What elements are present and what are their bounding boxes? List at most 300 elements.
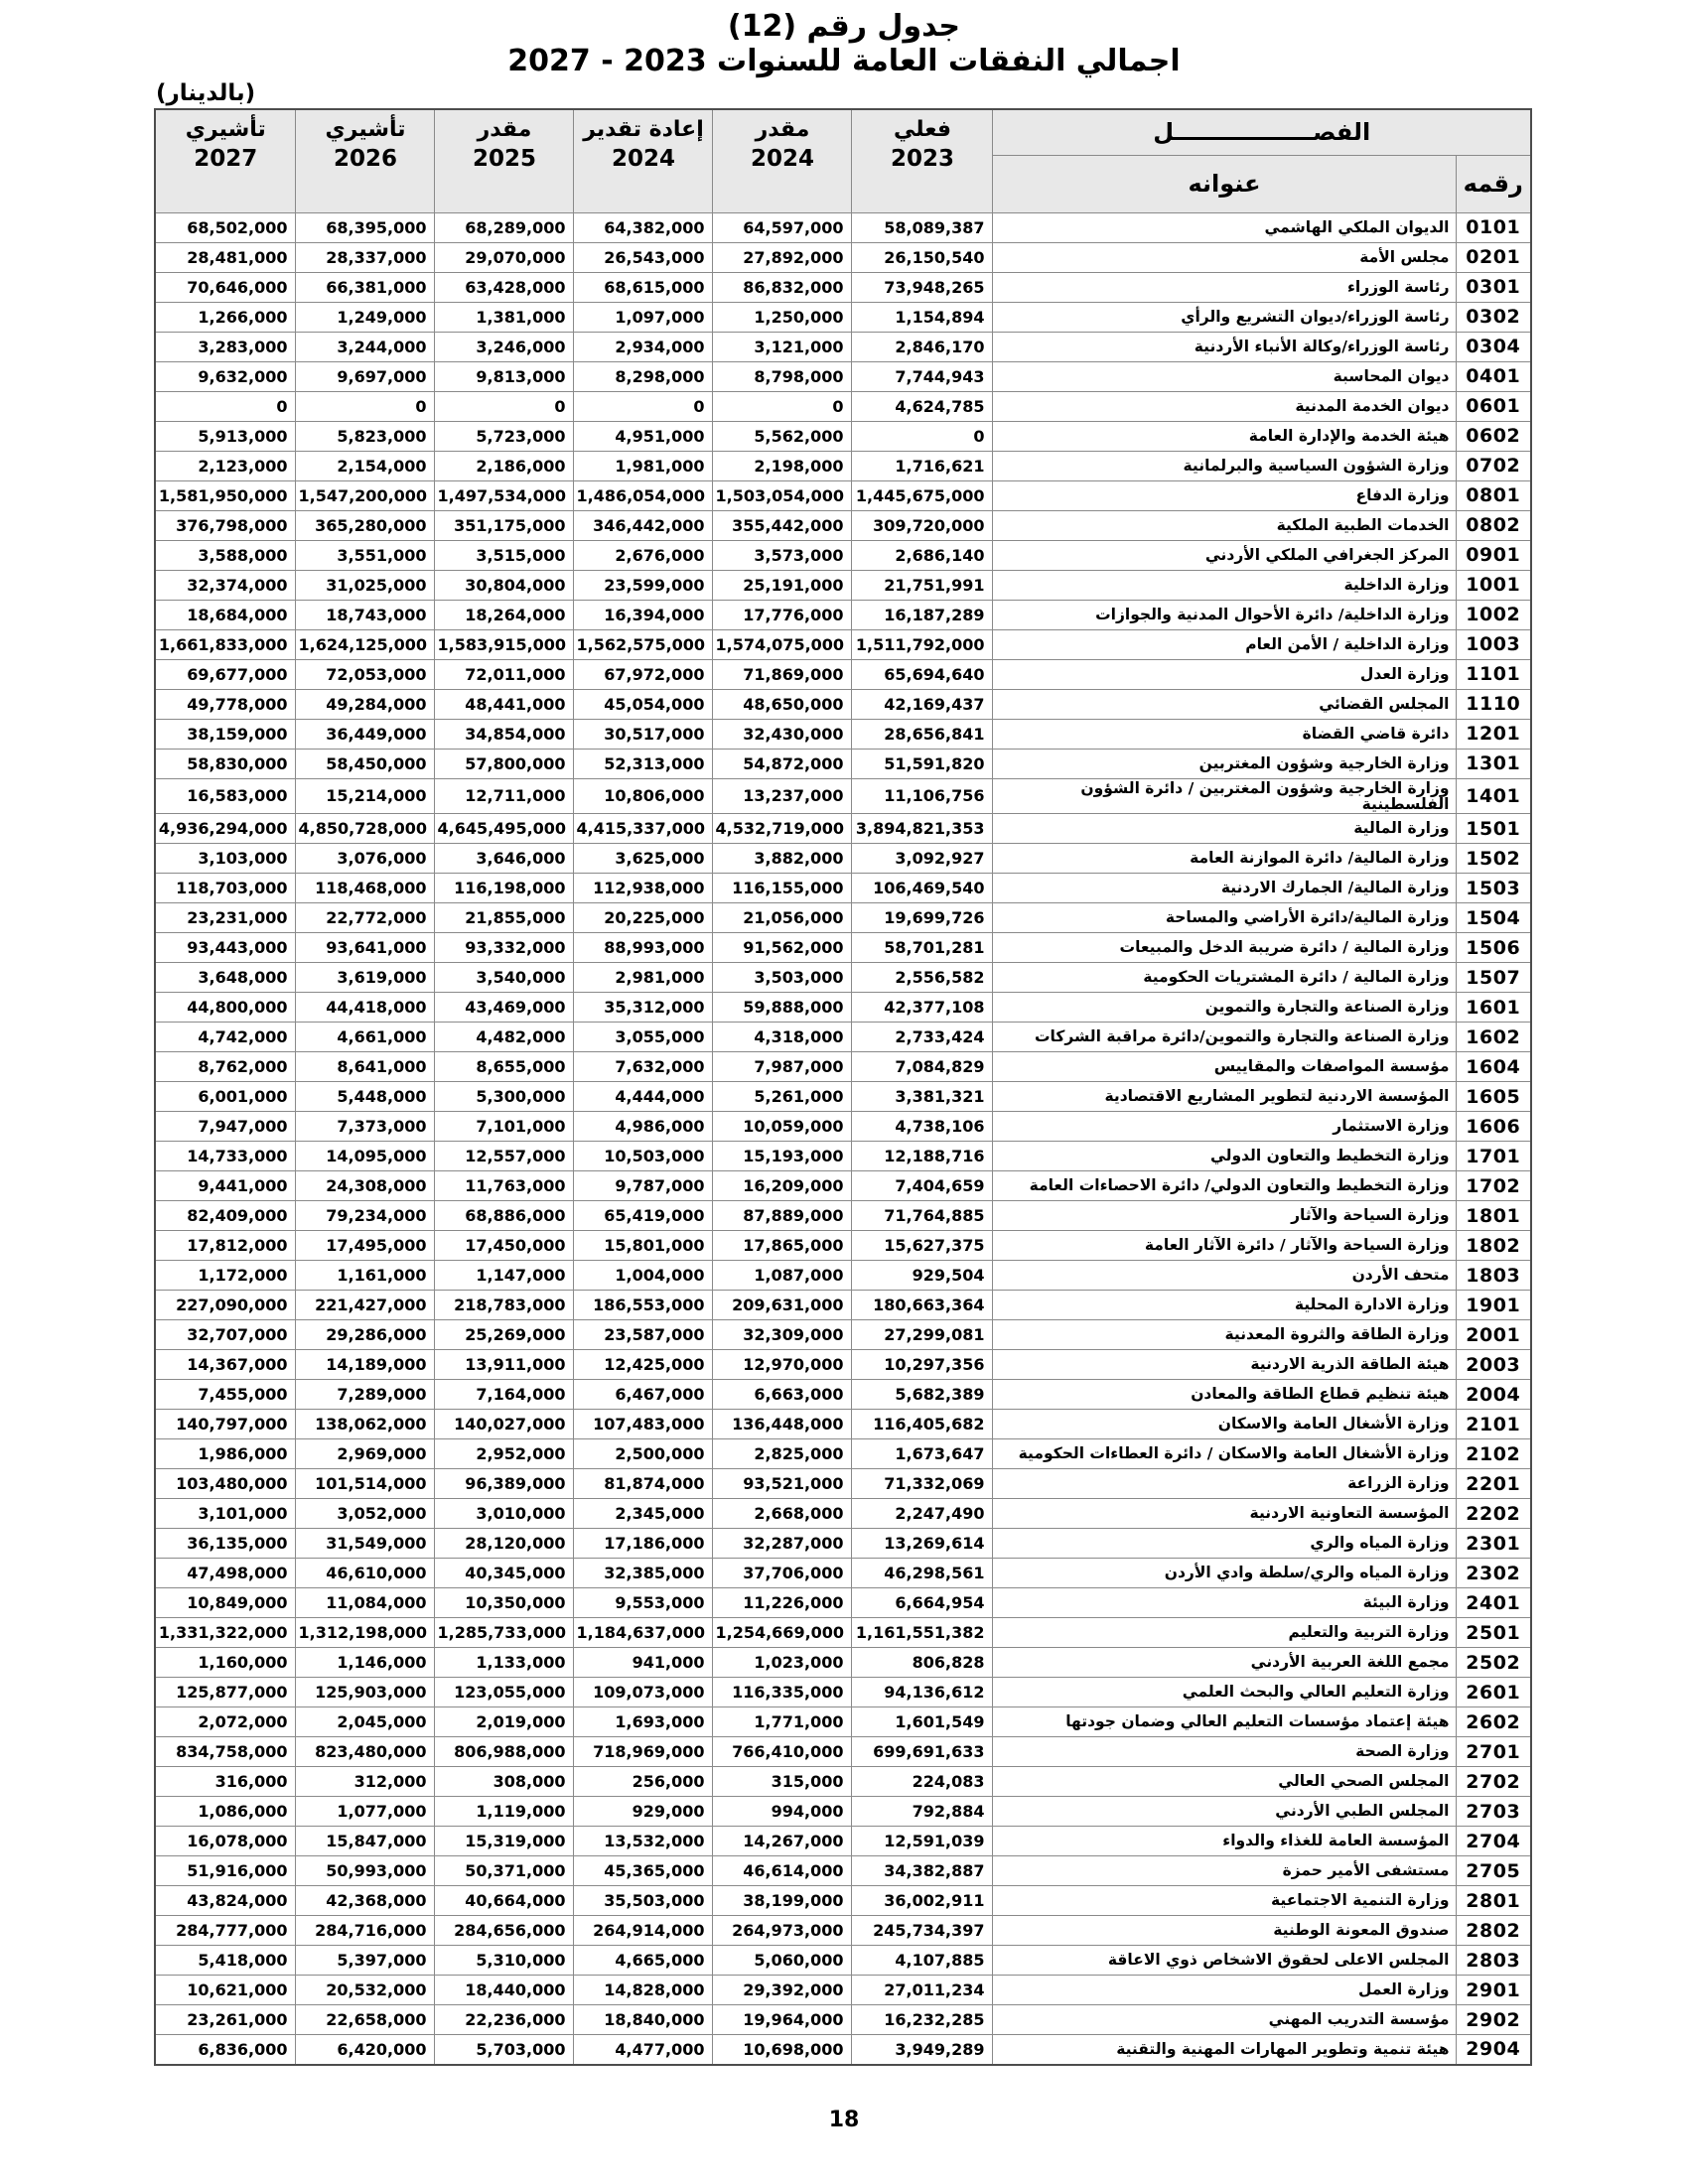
cell-value: 116,198,000 [435, 874, 574, 903]
table-row [155, 480, 1531, 510]
column-header-2026-4 [296, 109, 435, 212]
cell-value: 315,000 [713, 1767, 852, 1797]
cell-value: 3,244,000 [296, 332, 435, 361]
cell-value: 12,711,000 [435, 778, 574, 814]
cell-value: 17,495,000 [296, 1231, 435, 1261]
cell-chapter-code: 0201 [1456, 242, 1531, 272]
table-header [155, 109, 1531, 212]
cell-chapter-title: وزارة الاستثمار [993, 1112, 1456, 1142]
table-row [155, 1767, 1531, 1797]
cell-value: 4,986,000 [574, 1112, 713, 1142]
table-row [155, 659, 1531, 689]
cell-value: 264,973,000 [713, 1916, 852, 1946]
table-row [155, 1112, 1531, 1142]
cell-value: 3,588,000 [155, 540, 296, 570]
table-row [155, 844, 1531, 874]
budget-table [154, 108, 1532, 2066]
cell-value: 8,762,000 [155, 1052, 296, 1082]
cell-chapter-title: وزارة التعليم العالي والبحث العلمي [993, 1678, 1456, 1707]
cell-chapter-title: المركز الجغرافي الملكي الأردني [993, 540, 1456, 570]
cell-chapter-title: وزارة المالية / دائرة المشتريات الحكومية [993, 963, 1456, 993]
cell-value: 1,583,915,000 [435, 629, 574, 659]
cell-value: 2,500,000 [574, 1439, 713, 1469]
cell-value: 21,855,000 [435, 903, 574, 933]
cell-value: 3,010,000 [435, 1499, 574, 1529]
cell-value: 7,947,000 [155, 1112, 296, 1142]
table-row [155, 1946, 1531, 1976]
cell-value: 51,591,820 [852, 749, 993, 778]
cell-value: 9,813,000 [435, 361, 574, 391]
cell-value: 284,656,000 [435, 1916, 574, 1946]
cell-chapter-title: وزارة المالية/ الجمارك الاردنية [993, 874, 1456, 903]
cell-value: 3,573,000 [713, 540, 852, 570]
cell-value: 12,591,039 [852, 1827, 993, 1856]
cell-value: 49,778,000 [155, 689, 296, 719]
cell-chapter-title: وزارة الصحة [993, 1737, 1456, 1767]
cell-value: 118,468,000 [296, 874, 435, 903]
cell-chapter-title: مؤسسة التدريب المهني [993, 2005, 1456, 2035]
cell-value: 4,482,000 [435, 1023, 574, 1052]
table-row [155, 242, 1531, 272]
cell-value: 91,562,000 [713, 933, 852, 963]
cell-value: 186,553,000 [574, 1291, 713, 1320]
cell-value: 3,540,000 [435, 963, 574, 993]
cell-value: 3,092,927 [852, 844, 993, 874]
cell-value: 1,986,000 [155, 1439, 296, 1469]
cell-chapter-title: هيئة تنمية وتطوير المهارات المهنية والتقنية [993, 2035, 1456, 2065]
cell-value: 34,854,000 [435, 719, 574, 749]
cell-chapter-title: وزارة الزراعة [993, 1469, 1456, 1499]
cell-value: 14,733,000 [155, 1142, 296, 1171]
cell-value: 14,367,000 [155, 1350, 296, 1380]
table-row [155, 1856, 1531, 1886]
cell-value: 58,701,281 [852, 933, 993, 963]
cell-chapter-title: وزارة التربية والتعليم [993, 1618, 1456, 1648]
cell-value: 5,913,000 [155, 421, 296, 451]
cell-value: 4,107,885 [852, 1946, 993, 1976]
cell-value: 23,599,000 [574, 570, 713, 600]
cell-chapter-code: 2201 [1456, 1469, 1531, 1499]
cell-value: 1,254,669,000 [713, 1618, 852, 1648]
cell-value: 67,972,000 [574, 659, 713, 689]
year-column-year: 2027 [194, 146, 258, 173]
cell-chapter-title: وزارة المالية/دائرة الأراضي والمساحة [993, 903, 1456, 933]
cell-value: 101,514,000 [296, 1469, 435, 1499]
cell-chapter-title: وزارة الخارجية وشؤون المغتربين / دائرة الشؤون الفلسطينية [993, 778, 1456, 814]
cell-value: 49,284,000 [296, 689, 435, 719]
cell-value: 699,691,633 [852, 1737, 993, 1767]
cell-value: 140,027,000 [435, 1410, 574, 1439]
cell-value: 18,684,000 [155, 600, 296, 629]
cell-value: 63,428,000 [435, 272, 574, 302]
cell-value: 18,440,000 [435, 1976, 574, 2005]
cell-value: 1,511,792,000 [852, 629, 993, 659]
cell-chapter-code: 2702 [1456, 1767, 1531, 1797]
cell-value: 1,574,075,000 [713, 629, 852, 659]
cell-value: 116,405,682 [852, 1410, 993, 1439]
cell-value: 1,312,198,000 [296, 1618, 435, 1648]
cell-value: 2,123,000 [155, 451, 296, 480]
cell-value: 9,697,000 [296, 361, 435, 391]
cell-value: 28,120,000 [435, 1529, 574, 1559]
cell-chapter-code: 2901 [1456, 1976, 1531, 2005]
cell-value: 93,521,000 [713, 1469, 852, 1499]
cell-value: 17,186,000 [574, 1529, 713, 1559]
table-row [155, 212, 1531, 242]
cell-chapter-code: 1001 [1456, 570, 1531, 600]
cell-chapter-title: وزارة الداخلية / الأمن العام [993, 629, 1456, 659]
cell-value: 37,706,000 [713, 1559, 852, 1588]
cell-chapter-code: 0302 [1456, 302, 1531, 332]
cell-value: 218,783,000 [435, 1291, 574, 1320]
cell-value: 346,442,000 [574, 510, 713, 540]
cell-value: 1,133,000 [435, 1648, 574, 1678]
cell-chapter-code: 1702 [1456, 1171, 1531, 1201]
cell-chapter-code: 1110 [1456, 689, 1531, 719]
cell-chapter-code: 2001 [1456, 1320, 1531, 1350]
cell-value: 4,742,000 [155, 1023, 296, 1052]
cell-chapter-code: 2802 [1456, 1916, 1531, 1946]
cell-value: 5,823,000 [296, 421, 435, 451]
cell-chapter-title: هيئة تنظيم قطاع الطاقة والمعادن [993, 1380, 1456, 1410]
cell-value: 31,549,000 [296, 1529, 435, 1559]
table-row [155, 1916, 1531, 1946]
cell-value: 32,430,000 [713, 719, 852, 749]
table-row [155, 1797, 1531, 1827]
cell-chapter-code: 1504 [1456, 903, 1531, 933]
cell-value: 8,298,000 [574, 361, 713, 391]
cell-value: 72,053,000 [296, 659, 435, 689]
cell-value: 31,025,000 [296, 570, 435, 600]
year-column-label: تأشيري [185, 117, 266, 142]
cell-value: 2,045,000 [296, 1707, 435, 1737]
cell-value: 94,136,612 [852, 1678, 993, 1707]
cell-value: 14,267,000 [713, 1827, 852, 1856]
cell-chapter-title: وزارة الأشغال العامة والاسكان [993, 1410, 1456, 1439]
cell-value: 3,894,821,353 [852, 814, 993, 844]
cell-value: 4,936,294,000 [155, 814, 296, 844]
cell-value: 6,836,000 [155, 2035, 296, 2065]
cell-value: 125,903,000 [296, 1678, 435, 1707]
cell-value: 316,000 [155, 1767, 296, 1797]
cell-value: 18,840,000 [574, 2005, 713, 2035]
cell-value: 1,661,833,000 [155, 629, 296, 659]
cell-value: 32,707,000 [155, 1320, 296, 1350]
cell-value: 2,733,424 [852, 1023, 993, 1052]
cell-value: 4,661,000 [296, 1023, 435, 1052]
cell-value: 20,532,000 [296, 1976, 435, 2005]
cell-value: 929,504 [852, 1261, 993, 1291]
cell-chapter-code: 2705 [1456, 1856, 1531, 1886]
cell-value: 312,000 [296, 1767, 435, 1797]
cell-chapter-code: 2202 [1456, 1499, 1531, 1529]
cell-chapter-code: 2401 [1456, 1588, 1531, 1618]
cell-value: 15,214,000 [296, 778, 435, 814]
cell-value: 32,374,000 [155, 570, 296, 600]
cell-value: 71,332,069 [852, 1469, 993, 1499]
cell-value: 8,655,000 [435, 1052, 574, 1082]
cell-value: 93,443,000 [155, 933, 296, 963]
table-body [155, 212, 1531, 2065]
cell-value: 52,313,000 [574, 749, 713, 778]
cell-value: 48,441,000 [435, 689, 574, 719]
cell-value: 44,800,000 [155, 993, 296, 1023]
cell-value: 2,154,000 [296, 451, 435, 480]
cell-value: 3,381,321 [852, 1082, 993, 1112]
cell-value: 3,515,000 [435, 540, 574, 570]
table-row [155, 600, 1531, 629]
cell-value: 9,787,000 [574, 1171, 713, 1201]
cell-value: 123,055,000 [435, 1678, 574, 1707]
table-row [155, 2005, 1531, 2035]
cell-value: 3,646,000 [435, 844, 574, 874]
cell-value: 5,418,000 [155, 1946, 296, 1976]
cell-value: 5,310,000 [435, 1946, 574, 1976]
cell-chapter-title: ديوان المحاسبة [993, 361, 1456, 391]
cell-value: 21,056,000 [713, 903, 852, 933]
cell-value: 0 [713, 391, 852, 421]
cell-value: 17,776,000 [713, 600, 852, 629]
cell-value: 23,587,000 [574, 1320, 713, 1350]
cell-value: 284,716,000 [296, 1916, 435, 1946]
cell-chapter-code: 0301 [1456, 272, 1531, 302]
cell-value: 2,676,000 [574, 540, 713, 570]
cell-value: 2,186,000 [435, 451, 574, 480]
cell-chapter-code: 2704 [1456, 1827, 1531, 1856]
cell-value: 3,101,000 [155, 1499, 296, 1529]
cell-chapter-code: 1602 [1456, 1023, 1531, 1052]
cell-chapter-code: 1201 [1456, 719, 1531, 749]
cell-value: 116,335,000 [713, 1678, 852, 1707]
table-row [155, 993, 1531, 1023]
table-row [155, 1618, 1531, 1648]
cell-value: 45,054,000 [574, 689, 713, 719]
cell-value: 3,949,289 [852, 2035, 993, 2065]
cell-value: 18,264,000 [435, 600, 574, 629]
cell-chapter-title: المجلس الطبي الأردني [993, 1797, 1456, 1827]
cell-value: 45,365,000 [574, 1856, 713, 1886]
cell-value: 35,312,000 [574, 993, 713, 1023]
cell-value: 7,455,000 [155, 1380, 296, 1410]
table-row [155, 1529, 1531, 1559]
cell-value: 245,734,397 [852, 1916, 993, 1946]
cell-value: 46,298,561 [852, 1559, 993, 1588]
cell-chapter-code: 1605 [1456, 1082, 1531, 1112]
cell-chapter-code: 2601 [1456, 1678, 1531, 1707]
cell-value: 26,543,000 [574, 242, 713, 272]
cell-value: 308,000 [435, 1767, 574, 1797]
cell-value: 0 [296, 391, 435, 421]
cell-chapter-title: الديوان الملكي الهاشمي [993, 212, 1456, 242]
cell-value: 125,877,000 [155, 1678, 296, 1707]
cell-value: 365,280,000 [296, 510, 435, 540]
cell-value: 5,562,000 [713, 421, 852, 451]
cell-chapter-title: وزارة الخارجية وشؤون المغتربين [993, 749, 1456, 778]
cell-chapter-code: 1606 [1456, 1112, 1531, 1142]
cell-value: 10,059,000 [713, 1112, 852, 1142]
cell-value: 32,287,000 [713, 1529, 852, 1559]
cell-value: 10,350,000 [435, 1588, 574, 1618]
cell-value: 5,397,000 [296, 1946, 435, 1976]
table-row [155, 1350, 1531, 1380]
cell-value: 1,023,000 [713, 1648, 852, 1678]
cell-value: 1,266,000 [155, 302, 296, 332]
table-row [155, 272, 1531, 302]
cell-chapter-title: دائرة قاضي القضاة [993, 719, 1456, 749]
cell-chapter-title: مجلس الأمة [993, 242, 1456, 272]
year-column-label: مقدر [755, 117, 810, 142]
cell-value: 3,055,000 [574, 1023, 713, 1052]
cell-value: 0 [852, 421, 993, 451]
cell-value: 50,371,000 [435, 1856, 574, 1886]
cell-value: 22,772,000 [296, 903, 435, 933]
year-column-label: إعادة تقدير [583, 117, 704, 142]
cell-value: 27,892,000 [713, 242, 852, 272]
cell-value: 5,682,389 [852, 1380, 993, 1410]
cell-chapter-code: 1301 [1456, 749, 1531, 778]
table-container [156, 80, 1532, 2066]
cell-value: 6,467,000 [574, 1380, 713, 1410]
table-row [155, 1201, 1531, 1231]
table-row [155, 629, 1531, 659]
cell-value: 8,641,000 [296, 1052, 435, 1082]
cell-value: 68,502,000 [155, 212, 296, 242]
cell-value: 1,562,575,000 [574, 629, 713, 659]
cell-chapter-code: 1003 [1456, 629, 1531, 659]
cell-value: 1,497,534,000 [435, 480, 574, 510]
cell-chapter-code: 0702 [1456, 451, 1531, 480]
cell-value: 766,410,000 [713, 1737, 852, 1767]
table-row [155, 1976, 1531, 2005]
cell-value: 3,076,000 [296, 844, 435, 874]
cell-value: 27,011,234 [852, 1976, 993, 2005]
cell-value: 806,828 [852, 1648, 993, 1678]
cell-value: 81,874,000 [574, 1469, 713, 1499]
cell-value: 68,289,000 [435, 212, 574, 242]
cell-value: 284,777,000 [155, 1916, 296, 1946]
cell-value: 309,720,000 [852, 510, 993, 540]
cell-value: 6,420,000 [296, 2035, 435, 2065]
currency-unit-label: (بالدينار) [156, 80, 256, 106]
cell-value: 1,445,675,000 [852, 480, 993, 510]
year-column-label: مقدر [477, 117, 532, 142]
cell-value: 209,631,000 [713, 1291, 852, 1320]
cell-value: 107,483,000 [574, 1410, 713, 1439]
cell-value: 17,812,000 [155, 1231, 296, 1261]
cell-value: 1,331,322,000 [155, 1618, 296, 1648]
cell-value: 13,237,000 [713, 778, 852, 814]
cell-value: 1,716,621 [852, 451, 993, 480]
cell-value: 9,553,000 [574, 1588, 713, 1618]
column-header-chapter-title: عنوانه [993, 155, 1456, 212]
cell-value: 64,597,000 [713, 212, 852, 242]
cell-value: 96,389,000 [435, 1469, 574, 1499]
cell-value: 5,723,000 [435, 421, 574, 451]
cell-value: 6,664,954 [852, 1588, 993, 1618]
cell-chapter-code: 2004 [1456, 1380, 1531, 1410]
cell-value: 57,800,000 [435, 749, 574, 778]
cell-value: 12,970,000 [713, 1350, 852, 1380]
cell-value: 16,232,285 [852, 2005, 993, 2035]
cell-value: 16,078,000 [155, 1827, 296, 1856]
cell-chapter-code: 1701 [1456, 1142, 1531, 1171]
table-row [155, 2035, 1531, 2065]
cell-chapter-code: 0601 [1456, 391, 1531, 421]
cell-value: 68,395,000 [296, 212, 435, 242]
cell-chapter-title: المجلس الاعلى لحقوق الاشخاص ذوي الاعاقة [993, 1946, 1456, 1976]
cell-value: 2,934,000 [574, 332, 713, 361]
table-row [155, 719, 1531, 749]
cell-value: 47,498,000 [155, 1559, 296, 1588]
cell-value: 7,164,000 [435, 1380, 574, 1410]
table-row [155, 1737, 1531, 1767]
cell-value: 13,911,000 [435, 1350, 574, 1380]
table-row [155, 963, 1531, 993]
cell-value: 58,830,000 [155, 749, 296, 778]
cell-value: 941,000 [574, 1648, 713, 1678]
cell-chapter-code: 1801 [1456, 1201, 1531, 1231]
table-row [155, 1142, 1531, 1171]
cell-chapter-title: وزارة الشؤون السياسية والبرلمانية [993, 451, 1456, 480]
cell-chapter-title: مستشفى الأمير حمزة [993, 1856, 1456, 1886]
cell-chapter-code: 1802 [1456, 1231, 1531, 1261]
cell-value: 10,849,000 [155, 1588, 296, 1618]
header-row-top [155, 109, 1531, 155]
cell-value: 36,449,000 [296, 719, 435, 749]
cell-value: 3,503,000 [713, 963, 852, 993]
column-header-2024-2 [574, 109, 713, 212]
cell-chapter-code: 0901 [1456, 540, 1531, 570]
cell-value: 0 [435, 391, 574, 421]
cell-value: 25,269,000 [435, 1320, 574, 1350]
cell-value: 5,448,000 [296, 1082, 435, 1112]
cell-value: 1,486,054,000 [574, 480, 713, 510]
table-row [155, 1410, 1531, 1439]
cell-chapter-code: 2301 [1456, 1529, 1531, 1559]
cell-chapter-code: 2904 [1456, 2035, 1531, 2065]
cell-value: 136,448,000 [713, 1410, 852, 1439]
cell-chapter-title: هيئة الطاقة الذرية الاردنية [993, 1350, 1456, 1380]
cell-value: 13,269,614 [852, 1529, 993, 1559]
column-header-2023-0 [852, 109, 993, 212]
cell-value: 1,581,950,000 [155, 480, 296, 510]
year-column-label: تأشيري [325, 117, 406, 142]
cell-value: 20,225,000 [574, 903, 713, 933]
cell-value: 15,319,000 [435, 1827, 574, 1856]
cell-value: 138,062,000 [296, 1410, 435, 1439]
cell-value: 3,103,000 [155, 844, 296, 874]
cell-value: 823,480,000 [296, 1737, 435, 1767]
table-row [155, 540, 1531, 570]
table-row [155, 1291, 1531, 1320]
cell-value: 4,532,719,000 [713, 814, 852, 844]
table-row [155, 903, 1531, 933]
cell-value: 6,663,000 [713, 1380, 852, 1410]
cell-value: 224,083 [852, 1767, 993, 1797]
column-header-chapter: الفصـــــــــــــــــل [993, 109, 1531, 155]
cell-chapter-title: وزارة البيئة [993, 1588, 1456, 1618]
table-row [155, 302, 1531, 332]
cell-value: 1,601,549 [852, 1707, 993, 1737]
cell-value: 43,469,000 [435, 993, 574, 1023]
cell-value: 994,000 [713, 1797, 852, 1827]
table-row [155, 1231, 1531, 1261]
year-column-label: فعلي [893, 117, 952, 142]
cell-value: 0 [574, 391, 713, 421]
cell-value: 10,806,000 [574, 778, 713, 814]
cell-chapter-title: الخدمات الطبية الملكية [993, 510, 1456, 540]
table-row [155, 1827, 1531, 1856]
